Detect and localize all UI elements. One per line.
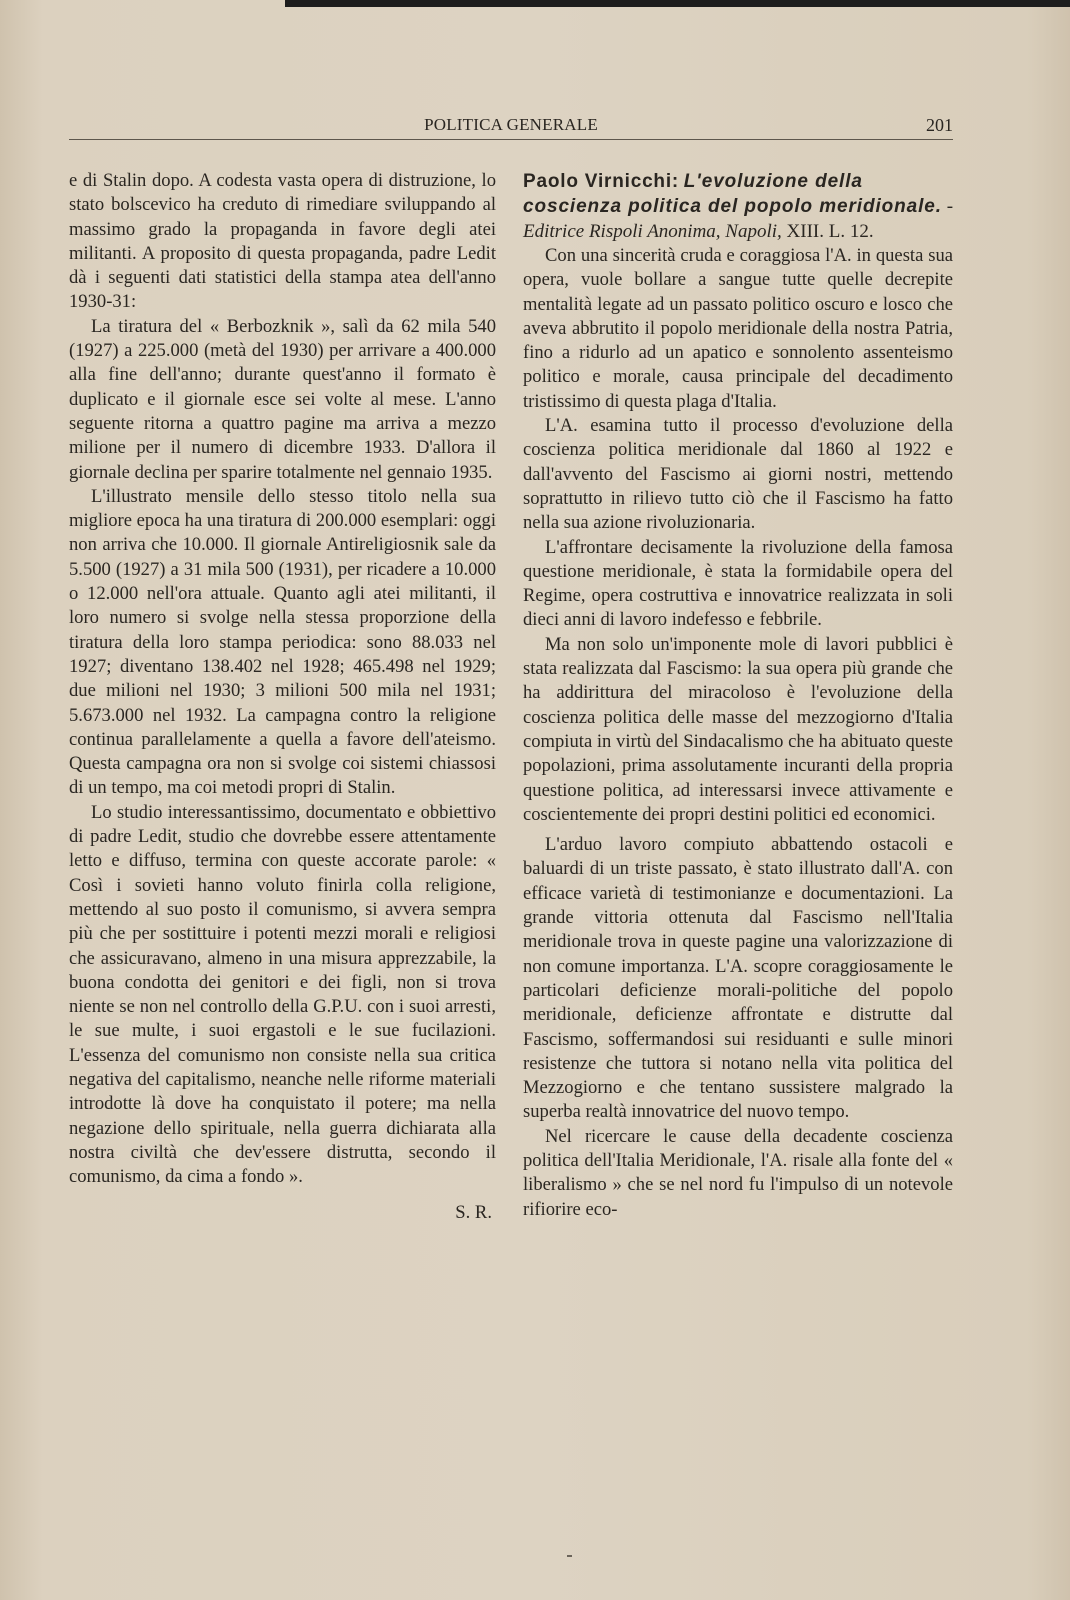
review-heading: [523, 169, 953, 244]
page-header: [69, 113, 953, 139]
paragraph: Nel ricercare le cause della decadente coscienza politica dell'Italia Meridionale, l'A. risale alla fonte del « liberalismo » che se nel nord fu l'impulso di un notevole rifiorire eco-: [523, 1125, 953, 1220]
ink-speck: [567, 1555, 572, 1557]
right-column: [523, 169, 953, 1222]
paragraph: L'arduo lavoro compiuto abbattendo ostacoli e baluardi di un triste passato, è stato illustrato dall'A. con efficace varietà di testimonianze e documentazioni. La grande vittoria ottenuta dal Fascismo nell'Italia meridionale trova in queste pagine una valorizzazione di non comune importanza. L'A. scopre coraggiosamente le particolari deficienze morali-politiche del popolo meridionale, deficienze affrontate e distrutte dal Fascismo, soffermandosi sui residuanti e sulle minori resistenze che tuttora si notano nella vita politica del Mezzogiorno e che tentano sussistere malgrado la superba realtà innovatrice del nuovo tempo.: [523, 834, 953, 1123]
page-number: 201: [926, 115, 953, 135]
running-head: POLITICA GENERALE: [424, 115, 598, 134]
signature: S. R.: [455, 1202, 492, 1224]
paragraph: L'A. esamina tutto il processo d'evoluzione della coscienza politica meridionale dal 1860 al 1922 e dall'avvento del Fascismo ai giorni nostri, mettendo soprattutto in rilievo tutto ciò che il Fascismo ha fatto nella sua azione rivoluzionaria.: [523, 415, 953, 534]
paragraph: La tiratura del « Berbozknik », salì da 62 mila 540 (1927) a 225.000 (metà del 1930) per arrivare a 400.000 alla fine dell'anno; durante quest'anno il formato è duplicato e il giornale esce sei volte al mese. L'anno seguente ritorna a quattro pagine ma arriva a mezzo milione per il numero di dicembre 1933. D'allora il giornale declina per sparire totalmente nel gennaio 1935.: [69, 315, 496, 483]
scan-edge-band: [285, 0, 1070, 7]
review-separator: -: [946, 196, 954, 217]
left-column: [69, 169, 496, 1226]
review-title: L'evoluzione della coscienza politica del popolo meridionale.: [523, 171, 942, 217]
review-author: Paolo Virnicchi:: [523, 171, 680, 192]
review-volume: XIII. L. 12.: [786, 221, 874, 242]
paragraph: e di Stalin dopo. A codesta vasta opera di distruzione, lo stato bolscevico ha creduto di rimediare sviluppando al massimo grado la propaganda in favore degli atei militanti. A proposito di questa propaganda, padre Ledit dà i seguenti dati statistici della stampa atea dell'anno 1930-31:: [69, 170, 496, 313]
paragraph: Con una sincerità cruda e coraggiosa l'A. in questa sua opera, vuole bollare a sangue tutte quelle decrepite mentalità legate ad un passato politico oscuro e losco che aveva abbrutito il popolo meridionale della nostra Patria, fino a ridurlo ad un apatico e sonnolento assenteismo politico e morale, causa principale del decadimento tristissimo di questa plaga d'Italia.: [523, 245, 953, 412]
paragraph: Lo studio interessantissimo, documentato e obbiettivo di padre Ledit, studio che dovrebbe essere attentamente letto e diffuso, termina con queste accorate parole: « Così i sovieti hanno voluto finirla colla religione, mettendo al suo posto il comunismo, si avvera sempra più che per sostittuire i potenti mezzi morali e religiosi che assicuravano, almeno in una misura apprezzabile, la buona condotta dei genitori e dei figli, non si trova niente se non nel controllo della G.P.U. con i suoi arresti, le sue multe, i suoi ergastoli e le sue fucilazioni. L'essenza del comunismo non consiste nella sua critica negativa del capitalismo, neanche nelle riforme materiali introdotte là dove ha conquistato il potere; ma nella negazione dello spirituale, nella guerra dichiarata alla nostra civiltà che dev'essere distrutta, secondo il comunismo, da cima a fondo ».: [69, 801, 496, 1188]
paragraph: L'illustrato mensile dello stesso titolo nella sua migliore epoca ha una tiratura di 200.000 esemplari: oggi non arriva che 10.000. Il giornale Antireligiosnik sale da 5.500 (1927) a 31 mila 500 (1931), per ricadere a 10.000 o 12.000 nell'ora attuale. Quanto agli atei militanti, il loro numero si svolge nella stessa proporzione della tiratura della loro stampa periodica: sono 88.033 nel 1927; diventano 138.402 nel 1928; 465.498 nel 1929; due milioni nel 1930; 3 milioni 500 mila nel 1931; 5.673.000 nel 1932. La campagna contro la religione continua parallelamente a quella a favore dell'ateismo. Questa campagna ora non si svolge coi sistemi chiassosi di un tempo, ma coi metodi propri di Stalin.: [69, 485, 497, 799]
review-publisher: Editrice Rispoli Anonima, Napoli,: [523, 221, 782, 242]
header-rule: [69, 139, 953, 140]
paragraph: Ma non solo un'imponente mole di lavori pubblici è stata realizzata dal Fascismo: la sua opera più grande che ha addirittura del miracoloso è l'evoluzione della coscienza politica delle masse del mezzogiorno d'Italia compiuta in virtù del Sindacalismo che ha abituato queste popolazioni, prima assolutamente incuranti della propria questione politica, ad interessarsi invece attivamente e coscientemente dei propri destini politici ed economici.: [523, 633, 953, 825]
paragraph: L'affrontare decisamente la rivoluzione della famosa questione meridionale, è stata la formidabile opera del Regime, opera costruttiva e innovatrice realizzata in soli dieci anni di lavoro indefesso e febbrile.: [523, 536, 953, 631]
